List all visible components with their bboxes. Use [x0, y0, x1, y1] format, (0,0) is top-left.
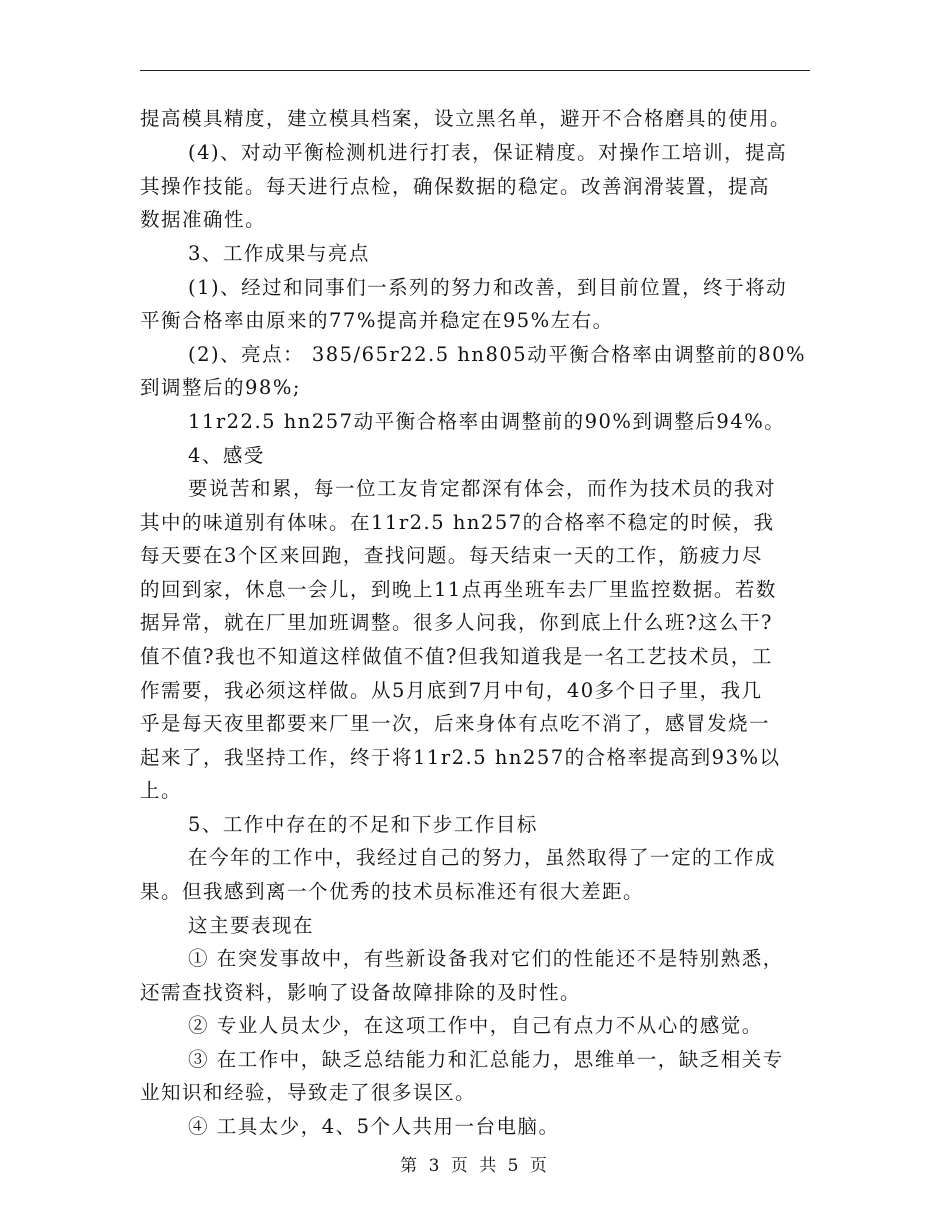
header-rule — [140, 70, 810, 71]
text-line: 的回到家，休息一会儿，到晚上11点再坐班车去厂里监控数据。若数 — [140, 578, 777, 601]
text-line: 要说苦和累，每一位工友肯定都深有体会，而作为技术员的我对 — [188, 477, 777, 500]
list-item: ① 在突发事故中，有些新设备我对它们的性能还不是特别熟悉， — [188, 947, 784, 970]
section-heading: 4、感受 — [188, 444, 265, 467]
list-item: ② 专业人员太少，在这项工作中，自己有点力不从心的感觉。 — [188, 1014, 763, 1037]
text-line: (4)、对动平衡检测机进行打表，保证精度。对操作工培训，提高 — [188, 141, 788, 164]
section-heading: 5、工作中存在的不足和下步工作目标 — [188, 813, 538, 836]
text-line: 其中的味道别有体味。在11r2.5 hn257的合格率不稳定的时候，我 — [140, 511, 775, 534]
text-line: 其操作技能。每天进行点检，确保数据的稳定。改善润滑装置，提高 — [140, 175, 771, 198]
list-item: ③ 在工作中，缺乏总结能力和汇总能力，思维单一，缺乏相关专 — [188, 1048, 784, 1071]
text-line: 起来了，我坚持工作，终于将11r2.5 hn257的合格率提高到93%以 — [140, 746, 781, 769]
text-line: 数据准确性。 — [140, 208, 267, 231]
text-line: 果。但我感到离一个优秀的技术员标准还有很大差距。 — [140, 880, 645, 903]
text-line: 到调整后的98%; — [140, 376, 301, 399]
text-line: 在今年的工作中，我经过自己的努力，虽然取得了一定的工作成 — [188, 846, 777, 869]
text-line: 作需要，我必须这样做。从5月底到7月中旬，40多个日子里，我几 — [140, 679, 763, 702]
text-line: 乎是每天夜里都要来厂里一次，后来身体有点吃不消了，感冒发烧一 — [140, 712, 771, 735]
text-line: 据异常，就在厂里加班调整。很多人问我，你到底上什么班?这么干? — [140, 611, 773, 634]
list-item: ④ 工具太少，4、5个人共用一台电脑。 — [188, 1115, 560, 1138]
text-line: (1)、经过和同事们一系列的努力和改善，到目前位置，终于将动 — [188, 276, 788, 299]
section-heading: 3、工作成果与亮点 — [188, 242, 370, 265]
text-line: 值不值?我也不知道这样做值不值?但我知道我是一名工艺技术员，工 — [140, 645, 773, 668]
text-line: 上。 — [140, 779, 183, 802]
text-line: 业知识和经验，导致走了很多误区。 — [140, 1081, 477, 1104]
text-line: 这主要表现在 — [188, 914, 315, 937]
text-line: 每天要在3个区来回跑，查找问题。每天结束一天的工作，筋疲力尽 — [140, 544, 763, 567]
text-line: 11r22.5 hn257动平衡合格率由调整前的90%到调整后94%。 — [188, 410, 786, 433]
page-number: 第 3 页 共 5 页 — [400, 1156, 550, 1176]
text-line: 还需查找资料，影响了设备故障排除的及时性。 — [140, 981, 582, 1004]
text-line: 提高模具精度，建立模具档案，设立黑名单，避开不合格磨具的使用。 — [140, 107, 792, 130]
text-line: (2)、亮点： 385/65r22.5 hn805动平衡合格率由调整前的80% — [188, 343, 807, 366]
text-line: 平衡合格率由原来的77%提高并稳定在95%左右。 — [140, 309, 614, 332]
